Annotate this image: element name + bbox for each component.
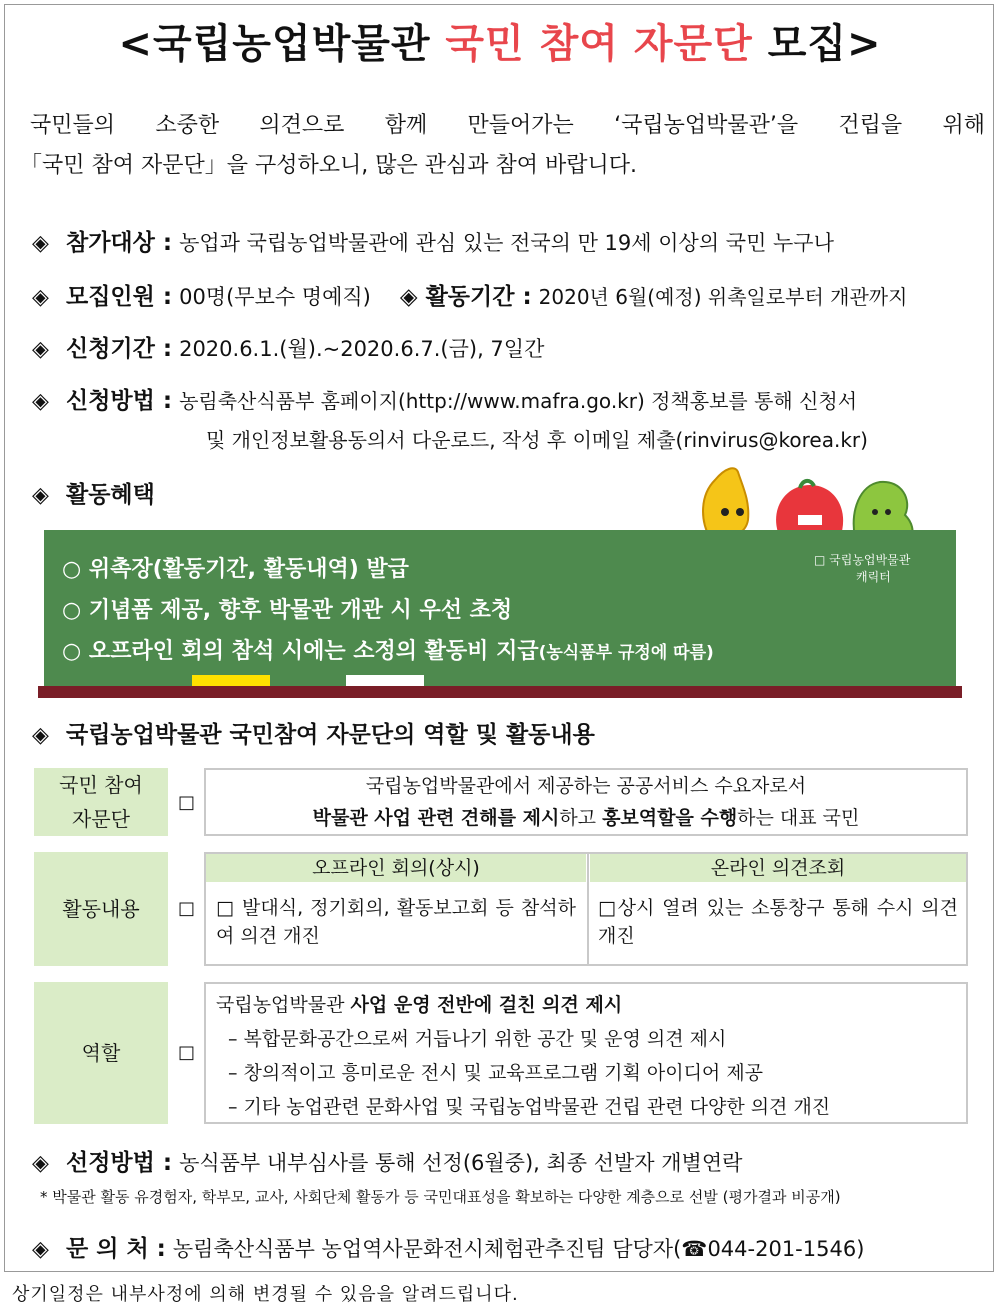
checkbox-icon: □ xyxy=(178,1042,196,1063)
row2-box xyxy=(204,852,968,966)
diamond-icon: ◈ xyxy=(32,231,49,256)
selection-value: 농식품부 내부심사를 통해 선정(6월중), 최종 선발자 개별연락 xyxy=(179,1151,743,1175)
character-caption xyxy=(814,552,910,586)
row1-label xyxy=(34,768,168,836)
character-caption-line-2: 캐릭터 xyxy=(856,570,891,584)
row3-item-3: – 기타 농업관련 문화사업 및 국립농업박물관 건립 관련 다양한 의견 개진 xyxy=(228,1096,831,1118)
row3-item-2: – 창의적이고 흥미로운 전시 및 교육프로그램 기획 아이디어 제공 xyxy=(228,1062,764,1084)
benefit-item-2: ○ 기념품 제공, 향후 박물관 개관 시 우선 초청 xyxy=(62,598,513,623)
benefit-label: 활동혜택 xyxy=(66,482,155,508)
benefit-row xyxy=(32,476,155,509)
row1-text-b: 하고 xyxy=(559,807,603,829)
contact-label: 문 의 처 : xyxy=(66,1236,166,1262)
target-label: 참가대상 : xyxy=(66,230,173,256)
diamond-icon: ◈ xyxy=(32,285,49,310)
chalk-white xyxy=(346,675,424,686)
character-caption-line-1: □ 국립농업박물관 xyxy=(814,553,911,567)
footer-note: 상기일정은 내부사정에 의해 변경될 수 있음을 알려드립니다. xyxy=(12,1284,519,1305)
row1-text-d: 하는 대표 국민 xyxy=(737,807,860,829)
apply-method-label: 신청방법 : xyxy=(66,388,173,414)
apply-period-row xyxy=(32,330,544,363)
apply-method-line-1: 농림축산식품부 홈페이지(http://www.mafra.go.kr) 정책홍보를 통해 신청서 xyxy=(179,389,858,413)
recruit-value: 00명(무보수 명예직) xyxy=(179,285,371,309)
target-value: 농업과 국립농업박물관에 관심 있는 전국의 만 19세 이상의 국민 누구나 xyxy=(179,231,834,255)
offline-body: □ 발대식, 정기회의, 활동보고회 등 참석하여 의견 개진 xyxy=(216,897,576,947)
row1-box xyxy=(204,768,968,836)
apply-method-row xyxy=(32,382,857,415)
board-ledge xyxy=(38,686,962,698)
title-highlight: 국민 참여 자문단 xyxy=(445,21,753,67)
row2-label-text: 활동내용 xyxy=(62,897,140,921)
selection-label: 선정방법 : xyxy=(66,1150,173,1176)
recruit-row xyxy=(32,278,907,311)
row3-head-b: 사업 운영 전반에 걸친 의견 제시 xyxy=(350,994,623,1016)
row3-item-1: – 복합문화공간으로써 거듭나기 위한 공간 및 운영 의견 제시 xyxy=(228,1028,727,1050)
row1-line-2 xyxy=(206,802,966,834)
apply-method-row-2 xyxy=(206,424,868,453)
diamond-icon: ◈ xyxy=(32,723,49,748)
row1-emphasis-a: 박물관 사업 관련 견해를 제시 xyxy=(312,807,560,829)
benefit-item-1: ○ 위촉장(활동기간, 활동내역) 발급 xyxy=(62,557,409,582)
diamond-icon: ◈ xyxy=(32,337,49,362)
diamond-icon: ◈ xyxy=(32,1151,49,1176)
row1-line-1: 국립농업박물관에서 제공하는 공공서비스 수요자로서 xyxy=(365,775,807,797)
page-title xyxy=(0,12,1000,69)
selection-row xyxy=(32,1144,742,1177)
benefit-item-3-text: ○ 오프라인 회의 참석 시에는 소정의 활동비 지급 xyxy=(62,639,539,664)
roles-heading-row xyxy=(32,716,595,749)
online-body: □상시 열려 있는 소통창구 통해 수시 의견 개진 xyxy=(598,897,958,947)
intro-line-1: 국민들의 소중한 의견으로 함께 만들어가는 ‘국립농업박물관’을 건립을 위해 xyxy=(30,113,985,138)
period-label: ◈ 활동기간 : xyxy=(399,284,532,310)
title-prefix: <국립농업박물관 xyxy=(118,21,446,67)
row2-label xyxy=(34,852,168,966)
row1-label-text: 국민 참여 자문단 xyxy=(59,773,143,831)
contact-row xyxy=(32,1230,864,1263)
checkbox-icon: □ xyxy=(178,792,196,813)
roles-heading: 국립농업박물관 국민참여 자문단의 역할 및 활동내용 xyxy=(66,722,595,748)
checkbox-icon: □ xyxy=(178,898,196,919)
diamond-icon: ◈ xyxy=(32,1237,49,1262)
apply-method-line-2: 및 개인정보활용동의서 다운로드, 작성 후 이메일 제출(rinvirus@korea.kr) xyxy=(206,428,868,452)
row3-head-a: 국립농업박물관 xyxy=(216,994,351,1016)
row3-box xyxy=(204,982,968,1124)
row3-label-text: 역할 xyxy=(81,1041,121,1065)
contact-value: 농림축산식품부 농업역사문화전시체험관추진팀 담당자(☎044-201-1546) xyxy=(172,1237,865,1261)
period-value: 2020년 6월(예정) 위촉일로부터 개관까지 xyxy=(538,285,908,309)
apply-period-label: 신청기간 : xyxy=(66,336,173,362)
online-header: 온라인 의견조회 xyxy=(590,854,966,882)
benefit-item-3 xyxy=(62,634,714,665)
offline-header: 오프라인 회의(상시) xyxy=(206,854,586,882)
diamond-icon: ◈ xyxy=(32,389,49,414)
chalk-yellow xyxy=(192,675,270,686)
title-suffix: 모집> xyxy=(752,21,882,67)
row1-emphasis-c: 홍보역할을 수행 xyxy=(602,807,738,829)
benefit-item-3-note: (농식품부 규정에 따름) xyxy=(538,643,714,663)
target-row xyxy=(32,224,834,257)
recruit-label: 모집인원 : xyxy=(66,284,173,310)
intro-line-2: 「국민 참여 자문단」을 구성하오니, 많은 관심과 참여 바랍니다. xyxy=(20,153,637,178)
diamond-icon: ◈ xyxy=(32,483,49,508)
column-divider xyxy=(587,854,589,964)
apply-period-value: 2020.6.1.(월).~2020.6.7.(금), 7일간 xyxy=(179,337,545,361)
selection-note: * 박물관 활동 유경험자, 학부모, 교사, 사회단체 활동가 등 국민대표성을 확보하는 다양한 계층으로 선발 (평가결과 비공개) xyxy=(40,1188,841,1206)
row3-label xyxy=(34,982,168,1124)
row3-head xyxy=(216,988,956,1022)
character-mascots xyxy=(690,460,930,540)
